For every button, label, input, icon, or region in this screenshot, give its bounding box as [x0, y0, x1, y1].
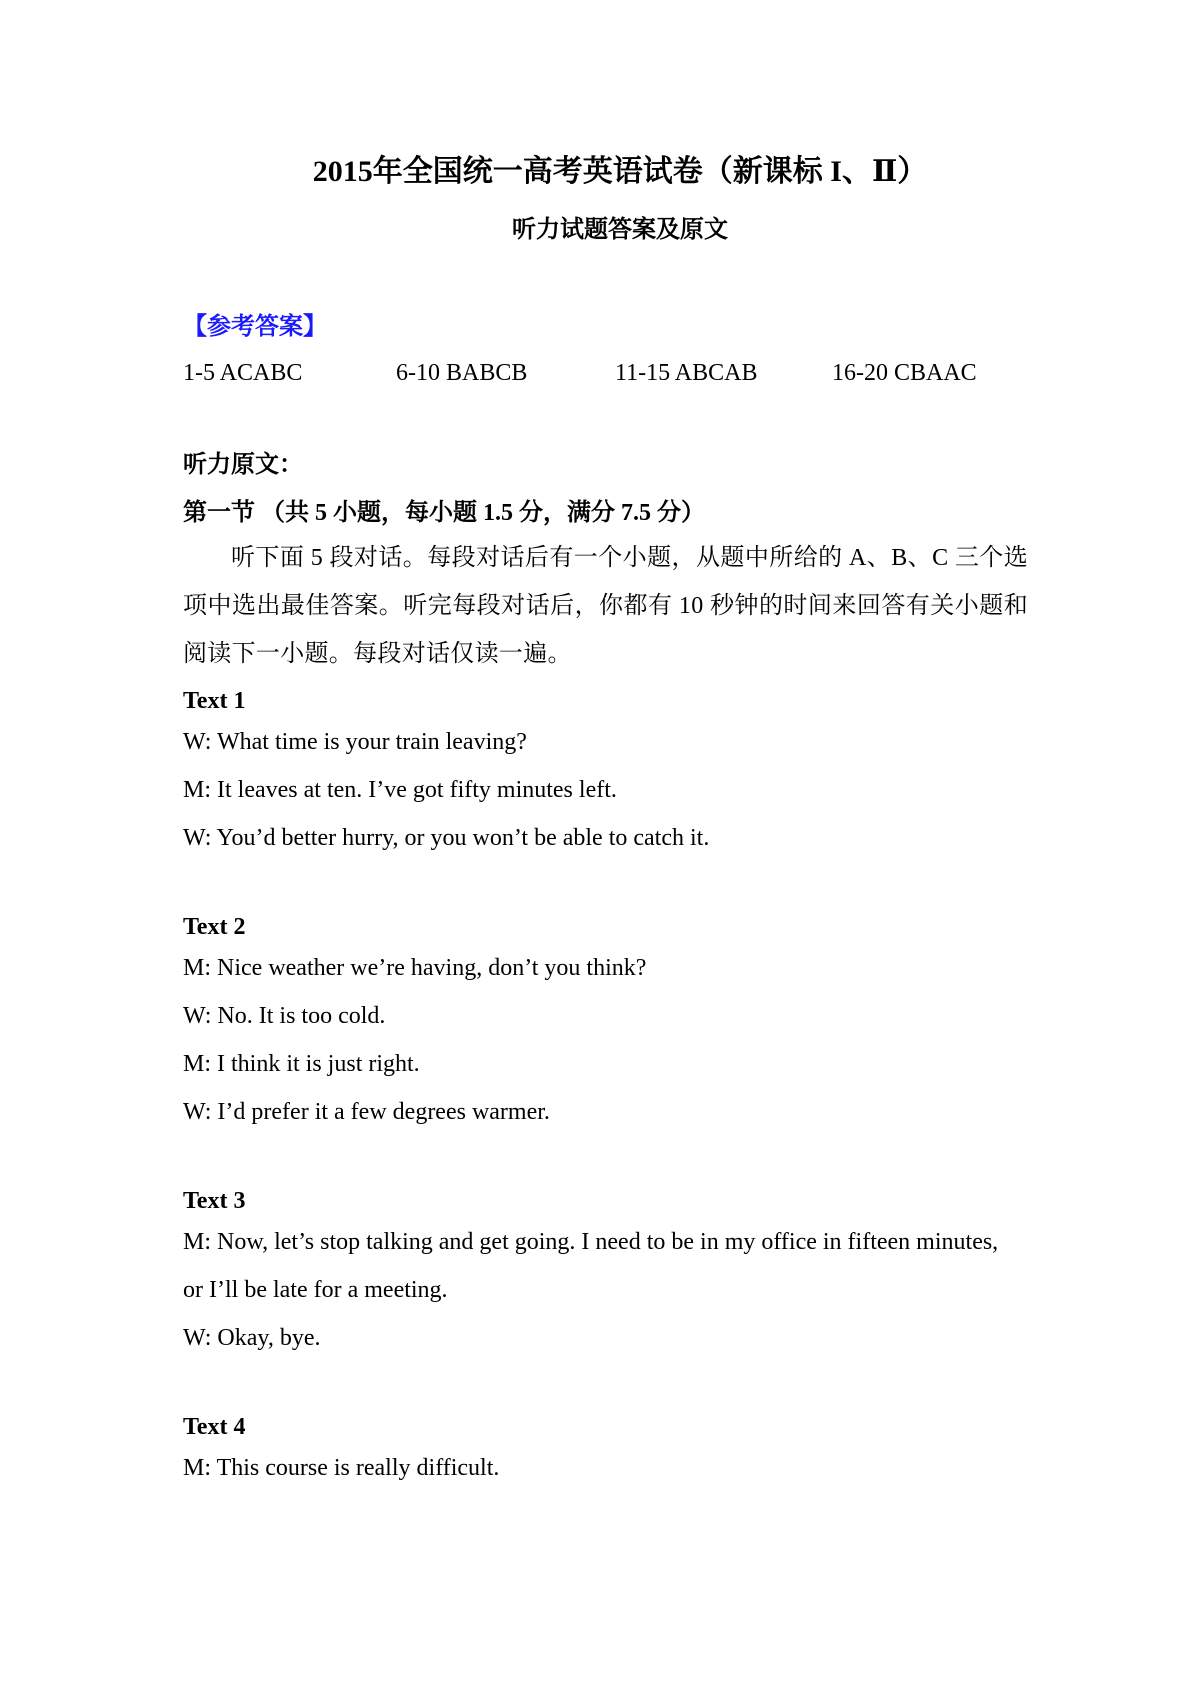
- dialogue-text-2: [183, 910, 1028, 1136]
- answer-group: 16-20 CBAAC: [832, 360, 977, 386]
- dialogue-line: M: I think it is just right.: [183, 1051, 420, 1077]
- section-heading: 第一节 （共 5 小题，每小题 1.5 分，满分 7.5 分）: [183, 500, 705, 526]
- dialogue-heading: Text 2: [183, 914, 246, 940]
- answer-group: 11-15 ABCAB: [615, 360, 758, 386]
- dialogue-line: W: What time is your train leaving?: [183, 729, 527, 755]
- dialogue-text-3: [183, 1184, 1028, 1362]
- dialogue-line: M: Nice weather we’re having, don’t you think?: [183, 955, 647, 981]
- dialogue-line: M: Now, let’s stop talking and get going. I need to be in my office in fifteen minutes,: [183, 1229, 999, 1255]
- page-title: 2015年全国统一高考英语试卷（新课标 I、Ⅱ）: [312, 155, 928, 188]
- dialogue-line: or I’ll be late for a meeting.: [183, 1277, 448, 1303]
- dialogue-line: W: You’d better hurry, or you won’t be able to catch it.: [183, 825, 710, 851]
- dialogue-heading: Text 3: [183, 1188, 246, 1214]
- dialogue-line: W: No. It is too cold.: [183, 1003, 386, 1029]
- dialogue-heading: Text 4: [183, 1414, 246, 1440]
- instructions-paragraph: 听下面 5 段对话。每段对话后有一个小题，从题中所给的 A、B、C 三个选项中选出最佳答案。听完每段对话后，你都有 10 秒钟的时间来回答有关小题和阅读下一小题。每段对话仅读一遍。: [183, 545, 1028, 667]
- dialogue-line: W: I’d prefer it a few degrees warmer.: [183, 1099, 550, 1125]
- answer-key-row: [183, 356, 1028, 390]
- answer-group: 6-10 BABCB: [396, 360, 528, 386]
- answer-group: 1-5 ACABC: [183, 360, 303, 386]
- dialogue-heading: Text 1: [183, 688, 246, 714]
- document-body: [183, 310, 1028, 1492]
- dialogue-line: W: Okay, bye.: [183, 1325, 321, 1351]
- dialogue-line: M: This course is really difficult.: [183, 1455, 500, 1481]
- answer-key-heading: 【参考答案】: [183, 314, 327, 340]
- dialogue-text-4: [183, 1410, 1028, 1492]
- dialogue-text-1: [183, 684, 1028, 862]
- transcript-label: 听力原文：: [183, 452, 303, 478]
- dialogue-line: M: It leaves at ten. I’ve got fifty minutes left.: [183, 777, 617, 803]
- page-subtitle: 听力试题答案及原文: [512, 217, 728, 243]
